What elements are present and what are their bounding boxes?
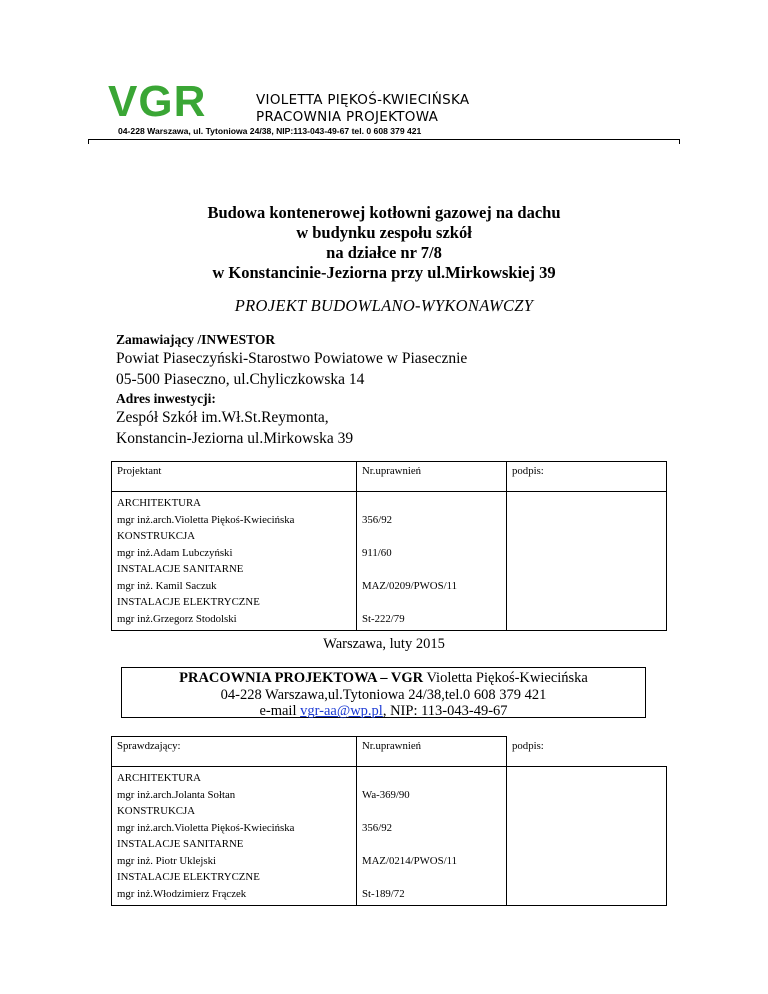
firm-address: 04-228 Warszawa, ul. Tytoniowa 24/38, NIP:113-043-49-67 tel. 0 608 379 421 [118,126,422,136]
table-row [112,767,667,906]
discipline-architecture: ARCHITEKTURA [117,772,201,784]
firm-name-line2: PRACOWNIA PROJEKTOWA [256,109,439,125]
signature-cell [507,492,667,631]
table-header-row [112,462,667,492]
checker-names-cell [112,767,357,906]
title-line2: w budynku zespołu szkół [296,223,472,242]
office-contact [122,703,645,720]
checkers-table [111,736,667,906]
table-row [112,492,667,631]
license-number: 911/60 [362,546,392,559]
table-header-row [112,737,667,767]
discipline-sanitary: INSTALACJE SANITARNE [117,838,244,850]
investor-line1: Powiat Piaseczyński-Starostwo Powiatowe w Piasecznie [116,350,468,367]
office-info-box [121,667,646,718]
header-divider-tick-left [88,139,89,144]
designer-names-cell [112,492,357,631]
discipline-construction: KONSTRUKCJA [117,805,195,817]
office-name-bold: PRACOWNIA PROJEKTOWA – VGR [179,670,424,686]
signature-cell [507,767,667,906]
location-label: Adres inwestycji: [116,391,216,406]
designer-person: mgr inż.arch.Violetta Piękoś-Kwiecińska [117,513,295,526]
license-number: Wa-369/90 [362,788,410,801]
designers-table [111,461,667,631]
place-and-date: Warszawa, luty 2015 [323,636,445,652]
header-license: Nr.uprawnień [357,462,507,492]
header-signature: podpis: [507,462,667,492]
license-number: MAZ/0209/PWOS/11 [362,579,457,592]
header-divider-tick-right [679,139,680,144]
firm-name [256,92,469,126]
company-logo: VGR [108,77,207,126]
email-prefix: e-mail [259,703,301,719]
discipline-electrical: INSTALACJE ELEKTRYCZNE [117,871,260,883]
checker-person: mgr inż. Piotr Uklejski [117,854,216,867]
nip-number: , NIP: 113-043-49-67 [382,703,508,719]
project-type: PROJEKT BUDOWLANO-WYKONAWCZY [234,296,534,315]
investor-label: Zamawiający /INWESTOR [116,332,276,347]
location-line1: Zespół Szkół im.Wł.St.Reymonta, [116,409,329,426]
location-line2: Konstancin-Jeziorna ul.Mirkowska 39 [116,430,354,447]
title-line3: na działce nr 7/8 [326,243,442,262]
checker-person: mgr inż.arch.Violetta Piękoś-Kwiecińska [117,821,295,834]
investor-block [116,331,467,390]
license-number: 356/92 [362,513,392,526]
office-name-rest: Violetta Piękoś-Kwiecińska [423,670,588,686]
checker-person: mgr inż.Włodzimierz Frączek [117,887,247,900]
title-line4: w Konstancinie-Jeziorna przy ul.Mirkowskiej 39 [212,263,556,282]
license-number: 356/92 [362,821,392,834]
license-number: St-222/79 [362,612,405,625]
firm-name-line1: VIOLETTA PIĘKOŚ-KWIECIŃSKA [256,92,470,108]
header-license: Nr.uprawnień [357,737,507,767]
license-cell [357,767,507,906]
license-cell [357,492,507,631]
discipline-construction: KONSTRUKCJA [117,530,195,542]
header-signature: podpis: [507,737,667,767]
office-name [122,670,645,687]
designer-person: mgr inż. Kamil Saczuk [117,579,217,592]
header-divider [88,139,680,140]
designer-person: mgr inż.Adam Lubczyński [117,546,233,559]
checker-person: mgr inż.arch.Jolanta Sołtan [117,788,236,801]
header-checker: Sprawdzający: [112,737,357,767]
project-title [150,203,618,283]
header-designer: Projektant [112,462,357,492]
location-block [116,390,353,449]
discipline-architecture: ARCHITEKTURA [117,497,201,509]
email-link[interactable]: vgr-aa@wp.pl [300,703,383,719]
discipline-sanitary: INSTALACJE SANITARNE [117,563,244,575]
license-number: St-189/72 [362,887,405,900]
discipline-electrical: INSTALACJE ELEKTRYCZNE [117,596,260,608]
license-number: MAZ/0214/PWOS/11 [362,854,457,867]
investor-line2: 05-500 Piaseczno, ul.Chyliczkowska 14 [116,371,365,388]
office-address: 04-228 Warszawa,ul.Tytoniowa 24/38,tel.0 608 379 421 [220,686,547,703]
title-line1: Budowa kontenerowej kotłowni gazowej na dachu [207,203,561,222]
designer-person: mgr inż.Grzegorz Stodolski [117,612,237,625]
